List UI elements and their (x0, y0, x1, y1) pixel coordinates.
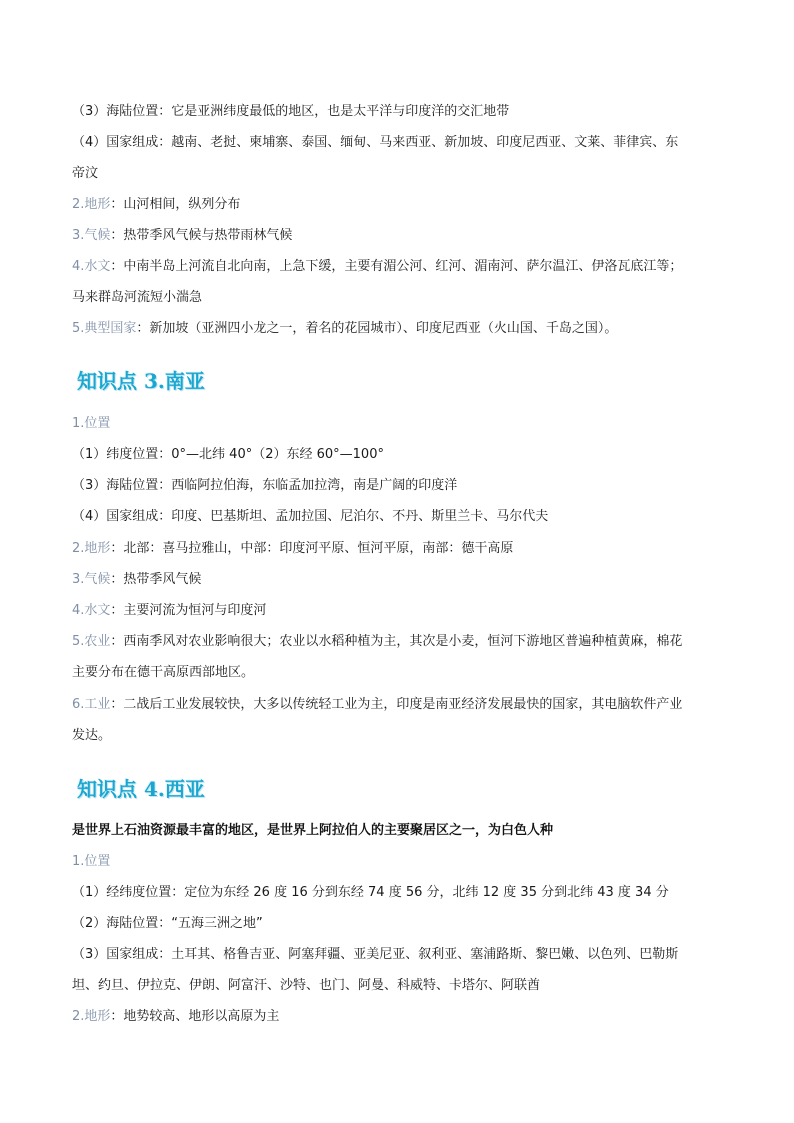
section-text: ：主要河流为恒河与印度河 (110, 603, 267, 618)
section-label: 2.地形 (72, 541, 111, 556)
text-line: （3）海陆位置：西临阿拉伯海，东临孟加拉湾，南是广阔的印度洋 (72, 478, 458, 493)
text-line: 马来群岛河流短小湍急 (72, 290, 203, 305)
text-line: （3）海陆位置：它是亚洲纬度最低的地区，也是太平洋与印度洋的交汇地带 (72, 104, 510, 119)
text-line: （3）国家组成：土耳其、格鲁吉亚、阿塞拜疆、亚美尼亚、叙利亚、塞浦路斯、黎巴嫩、以色列、巴勒斯 (72, 947, 679, 962)
text-line: （1）纬度位置：0°—北纬 40°（2）东经 60°—100° (72, 447, 384, 462)
subheading-location: 1.位置 (72, 854, 111, 869)
section-label: 5.农业 (72, 634, 111, 649)
text-line (72, 633, 682, 651)
section-text: ：新加坡（亚洲四小龙之一，着名的花园城市）、印度尼西亚（火山国、千岛之国）。 (136, 321, 618, 336)
section-text: ：中南半岛上河流自北向南，上急下缓，主要有湄公河、红河、湄南河、萨尔温江、伊洛瓦底江等； (110, 259, 683, 274)
section-label: 6.工业 (72, 697, 111, 712)
text-line: （2）海陆位置：“五海三洲之地” (72, 916, 263, 931)
text-line (72, 227, 292, 245)
text-line (72, 602, 266, 620)
text-line: 坦、约旦、伊拉克、伊朗、阿富汗、沙特、也门、阿曼、科威特、卡塔尔、阿联酋 (72, 978, 541, 993)
text-line (72, 696, 682, 714)
section-text: ：山河相间，纵列分布 (110, 197, 241, 212)
text-line (72, 196, 240, 214)
section-label: 4.水文 (72, 603, 111, 618)
section-text: ：热带季风气候 (110, 572, 202, 587)
section-label: 4.水文 (72, 259, 111, 274)
section-text: ：北部：喜马拉雅山，中部：印度河平原、恒河平原，南部：德干高原 (110, 541, 514, 556)
text-line (72, 258, 682, 276)
text-line (72, 1008, 279, 1026)
section-label: 5.典型国家 (72, 321, 137, 336)
section-text: ：西南季风对农业影响很大；农业以水稻种植为主，其次是小麦，恒河下游地区普遍种植黄麻，棉花 (110, 634, 683, 649)
section-label: 2.地形 (72, 197, 111, 212)
section-text: ：二战后工业发展较快，大多以传统轻工业为主，印度是南亚经济发展最快的国家，其电脑软件产业 (110, 697, 683, 712)
text-line: （4）国家组成：越南、老挝、柬埔寨、泰国、缅甸、马来西亚、新加坡、印度尼西亚、文莱、菲律宾、东 (72, 135, 679, 150)
section-label: 2.地形 (72, 1009, 111, 1024)
text-line: 主要分布在德干高原西部地区。 (72, 665, 255, 680)
intro-line: 是世界上石油资源最丰富的地区，是世界上阿拉伯人的主要聚居区之一，为白色人种 (72, 823, 554, 838)
section-text: ：热带季风气候与热带雨林气候 (110, 228, 293, 243)
section-label: 3.气候 (72, 572, 111, 587)
section-heading-west-asia: 知识点 4.西亚 (77, 777, 205, 801)
subheading-location: 1.位置 (72, 416, 111, 431)
text-line (72, 540, 513, 558)
text-line: （1）经纬度位置：定位为东经 26 度 16 分到东经 74 度 56 分，北纬 12 度 35 分到北纬 43 度 34 分 (72, 885, 669, 900)
section-heading-south-asia: 知识点 3.南亚 (77, 369, 205, 393)
text-line (72, 320, 617, 338)
text-line: 帝汶 (72, 166, 99, 181)
text-line (72, 571, 201, 589)
text-line: （4）国家组成：印度、巴基斯坦、孟加拉国、尼泊尔、不丹、斯里兰卡、马尔代夫 (72, 509, 549, 524)
section-text: ：地势较高、地形以高原为主 (110, 1009, 280, 1024)
text-line: 发达。 (72, 728, 112, 743)
section-label: 3.气候 (72, 228, 111, 243)
